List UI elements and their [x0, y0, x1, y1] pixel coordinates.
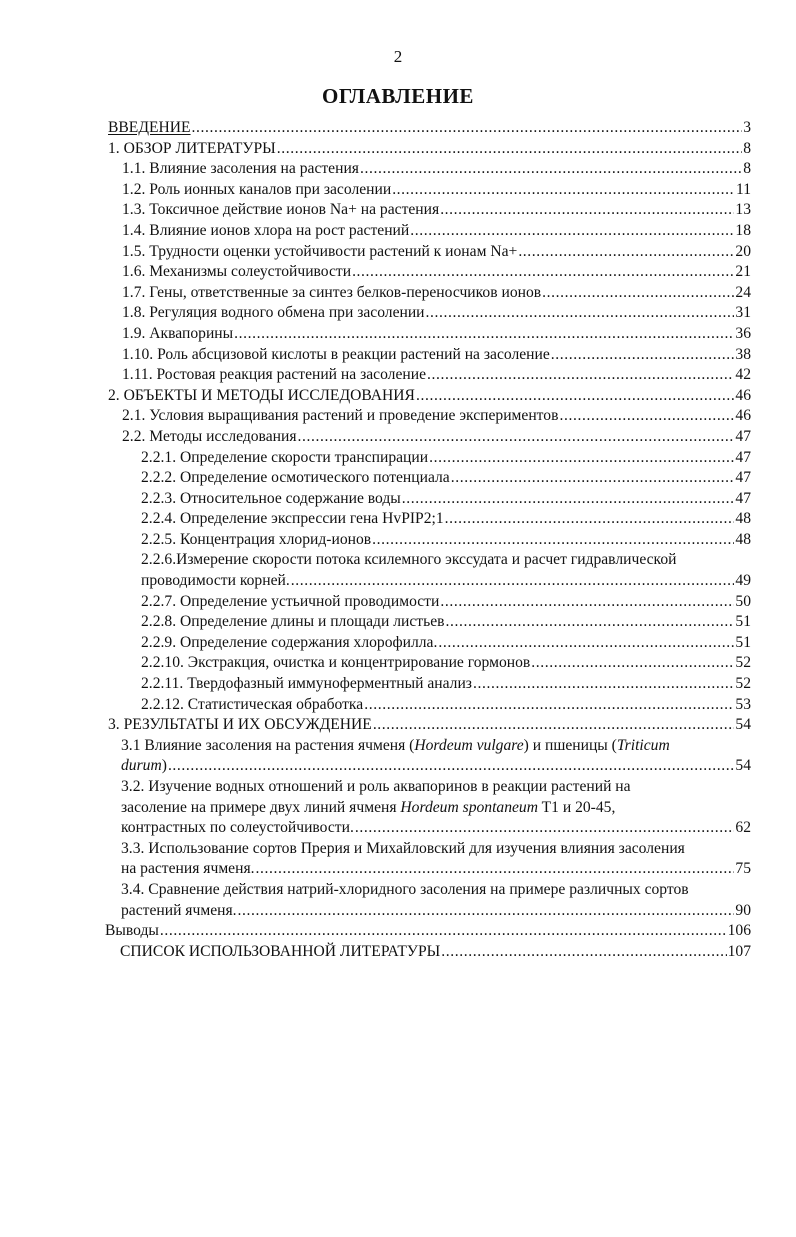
toc-entry-label: 1.10. Роль абсцизовой кислоты в реакции растений на засоление — [122, 345, 550, 363]
toc-entry-page: 3 — [743, 119, 751, 136]
toc-entry-1-9[interactable] — [122, 324, 751, 345]
toc-entry-page: 8 — [743, 160, 751, 178]
toc-entry-page: 47 — [735, 448, 751, 466]
toc-entry-1-8[interactable] — [122, 303, 751, 324]
toc-entry-2-2-7[interactable] — [141, 592, 751, 613]
toc-entry-label: 1.2. Роль ионных каналов при засолении — [122, 180, 392, 198]
toc-entry-label: 1.6. Механизмы солеустойчивости — [122, 263, 352, 281]
toc-entry-label-line-1: 2.2.6.Измерение скорости потока ксилемного экссудата и расчет гидравлической — [141, 551, 677, 569]
toc-entry-label: Выводы — [105, 922, 159, 940]
toc-entry-3-2[interactable] — [121, 777, 751, 839]
toc-entry-2-2-12[interactable] — [141, 695, 751, 716]
toc-entry-2-1[interactable] — [122, 406, 751, 427]
toc-entry-1-11[interactable] — [122, 365, 751, 386]
toc-entry-conclusions[interactable] — [105, 921, 751, 942]
toc-entry-page: 42 — [735, 366, 751, 384]
toc-entry-label: 2.2.5. Концентрация хлорид-ионов — [141, 530, 372, 548]
toc-entry-label: 2.2.2. Определение осмотического потенциала — [141, 469, 450, 487]
toc-entry-references[interactable] — [120, 942, 751, 963]
toc-entry-label: 2.2.10. Экстракция, очистка и концентрирование гормонов — [141, 654, 531, 672]
toc-entry-2-2-3[interactable] — [141, 489, 751, 510]
toc-entry-page: 48 — [735, 510, 751, 528]
toc-entry-label: 2.2.7. Определение устьичной проводимости — [141, 592, 440, 610]
toc-entry-page: 51 — [735, 633, 751, 651]
toc-entry-page: 51 — [735, 613, 751, 631]
toc-entry-label: 2. ОБЪЕКТЫ И МЕТОДЫ ИССЛЕДОВАНИЯ — [108, 386, 415, 404]
toc-entry-label-line-3: контрастных по солеустойчивости. — [121, 819, 354, 837]
toc-entry-label: 3. РЕЗУЛЬТАТЫ И ИХ ОБСУЖДЕНИЕ — [108, 716, 372, 734]
toc-entry-label-part: 3.1 Влияние засоления на растения ячменя ( — [121, 736, 415, 754]
toc-entry-page: 31 — [735, 304, 751, 322]
toc-entry-label: 2.2.4. Определение экспрессии гена HvPIP2;1 — [141, 510, 444, 528]
toc-entry-page: 47 — [735, 489, 751, 507]
toc-entry-1-10[interactable] — [122, 345, 751, 366]
toc-entry-1-5[interactable] — [122, 242, 751, 263]
toc-entry-2-2-1[interactable] — [141, 448, 751, 469]
toc-entry-page: 54 — [735, 757, 751, 775]
toc-entry-label: 2.2.3. Относительное содержание воды — [141, 489, 401, 507]
toc-entry-label-line-2: проводимости корней. — [141, 572, 290, 590]
toc-entry-3-1[interactable] — [121, 736, 751, 777]
toc-entry-2-2-10[interactable] — [141, 653, 751, 674]
toc-entry-label-part: засоление на примере двух линий ячменя — [121, 798, 401, 816]
toc-entry-page: 52 — [735, 654, 751, 672]
toc-entry-2-2-2[interactable] — [141, 468, 751, 489]
toc-entry-page: 24 — [735, 283, 751, 301]
toc-entry-1-7[interactable] — [122, 283, 751, 304]
toc-entry-label-line-1: 3.4. Сравнение действия натрий-хлоридного засоления на примере различных сортов — [121, 880, 689, 898]
toc-entry-2-2-4[interactable] — [141, 509, 751, 530]
page-title: ОГЛАВЛЕНИЕ — [322, 84, 474, 108]
toc-entry-label: 1.11. Ростовая реакция растений на засоление — [122, 366, 427, 384]
toc-entry-label: 1.4. Влияние ионов хлора на рост растений — [122, 221, 410, 239]
toc-entry-species-name: Hordeum spontaneum — [400, 798, 538, 816]
toc-entry-page: 53 — [735, 695, 751, 713]
toc-entry-3-3[interactable] — [121, 839, 751, 880]
toc-entry-page: 8 — [743, 139, 751, 157]
toc-entry-page: 18 — [735, 221, 751, 239]
toc-entry-label: ВВЕДЕНИЕ — [108, 119, 191, 136]
toc-entry-chapter-1[interactable] — [108, 139, 751, 160]
toc-entry-2-2-6[interactable] — [141, 550, 751, 591]
toc-entry-page: 13 — [735, 201, 751, 219]
toc-entry-page: 46 — [735, 386, 751, 404]
toc-entry-page: 46 — [735, 407, 751, 425]
toc-entry-page: 52 — [735, 675, 751, 693]
toc-entry-chapter-3[interactable] — [108, 715, 751, 736]
toc-entry-1-6[interactable] — [122, 262, 751, 283]
toc-entry-2-2-5[interactable] — [141, 530, 751, 551]
toc-entry-label: 2.1. Условия выращивания растений и проведение экспериментов — [122, 407, 559, 425]
table-of-contents — [0, 118, 796, 962]
toc-entry-page: 50 — [735, 592, 751, 610]
toc-entry-label: 2.2.8. Определение длины и площади листьев — [141, 613, 445, 631]
toc-entry-page: 90 — [735, 901, 751, 919]
toc-entry-label: 2.2. Методы исследования — [122, 427, 297, 445]
toc-entry-label-part: T1 и 20-45, — [538, 798, 616, 816]
toc-entry-label: 2.2.12. Статистическая обработка — [141, 695, 364, 713]
toc-entry-page: 36 — [735, 324, 751, 342]
toc-entry-label-line-1: 3.2. Изучение водных отношений и роль аквапоринов в реакции растений на — [121, 778, 631, 795]
toc-entry-page: 62 — [735, 819, 751, 837]
toc-entry-species-name: durum — [121, 757, 162, 775]
toc-entry-3-4[interactable] — [121, 880, 751, 921]
toc-entry-1-3[interactable] — [122, 200, 751, 221]
toc-entry-page: 38 — [735, 345, 751, 363]
toc-entry-page: 49 — [735, 572, 751, 590]
toc-entry-label: 2.2.9. Определение содержания хлорофилла. — [141, 633, 438, 651]
toc-entry-page: 47 — [735, 427, 751, 445]
toc-entry-2-2-11[interactable] — [141, 674, 751, 695]
toc-entry-label: 2.2.11. Твердофазный иммуноферментный анализ — [141, 675, 472, 693]
toc-entry-label-line-2: растений ячменя. — [121, 901, 237, 919]
toc-entry-label-part: ) — [161, 757, 167, 775]
toc-entry-label: 1. ОБЗОР ЛИТЕРАТУРЫ — [108, 139, 276, 157]
toc-entry-label: 1.5. Трудности оценки устойчивости растений к ионам Na+ — [122, 242, 518, 260]
toc-entry-species-name: Triticum — [616, 736, 670, 754]
toc-entry-label: 1.8. Регуляция водного обмена при засолении — [122, 304, 425, 322]
toc-entry-2-2-9[interactable] — [141, 633, 751, 654]
toc-entry-label: 1.7. Гены, ответственные за синтез белков-переносчиков ионов — [122, 283, 542, 301]
toc-entry-page: 106 — [727, 922, 751, 940]
toc-entry-page: 48 — [735, 530, 751, 548]
toc-entry-label: 1.1. Влияние засоления на растения — [122, 160, 359, 178]
toc-entry-species-name: Hordeum vulgare — [414, 736, 524, 754]
toc-entry-page: 21 — [735, 263, 751, 281]
toc-entry-page: 75 — [735, 860, 751, 878]
toc-entry-label-part: ) и пшеницы ( — [523, 736, 617, 754]
toc-entry-2-2-8[interactable] — [141, 612, 751, 633]
toc-entry-introduction[interactable] — [108, 118, 751, 139]
toc-entry-page: 47 — [735, 469, 751, 487]
toc-entry-label: СПИСОК ИСПОЛЬЗОВАННОЙ ЛИТЕРАТУРЫ — [120, 942, 441, 960]
page-number: 2 — [393, 47, 403, 66]
toc-entry-page: 107 — [727, 942, 751, 960]
toc-entry-label: 1.3. Токсичное действие ионов Na+ на растения — [122, 201, 440, 219]
toc-entry-1-4[interactable] — [122, 221, 751, 242]
toc-entry-1-2[interactable] — [122, 180, 751, 201]
toc-entry-page: 54 — [735, 716, 751, 734]
toc-entry-2-2[interactable] — [122, 427, 751, 448]
toc-entry-label: 2.2.1. Определение скорости транспирации — [141, 448, 429, 466]
toc-entry-page: 20 — [735, 242, 751, 260]
toc-entry-label-line-1: 3.3. Использование сортов Прерия и Михайловский для изучения влияния засоления — [121, 839, 685, 857]
toc-entry-label: 1.9. Аквапорины — [122, 324, 234, 342]
toc-entry-label-line-2: на растения ячменя. — [121, 860, 255, 878]
toc-entry-chapter-2[interactable] — [108, 386, 751, 407]
toc-entry-page: 11 — [735, 180, 751, 198]
toc-entry-1-1[interactable] — [122, 159, 751, 180]
